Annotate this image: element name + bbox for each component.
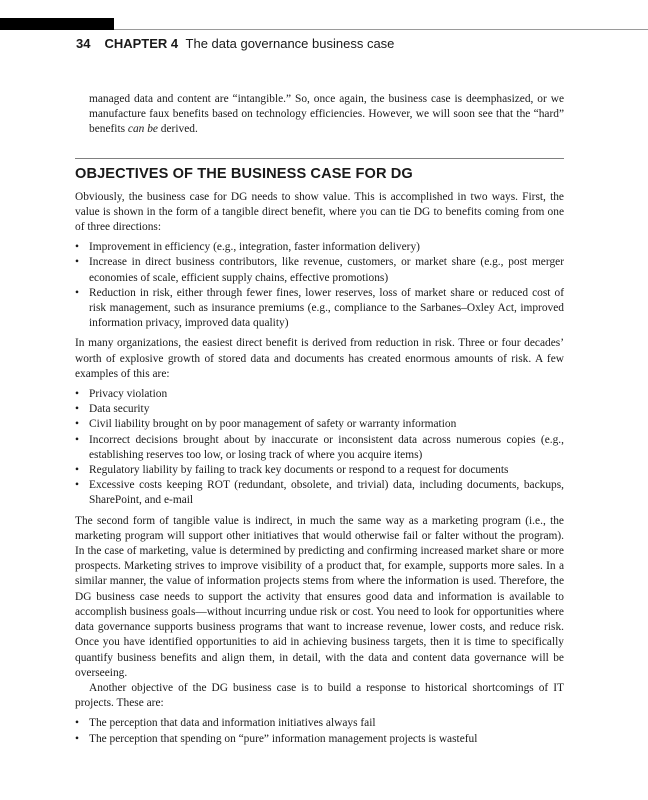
list-item: • The perception that data and information initiatives always fail: [75, 716, 564, 731]
paragraph-shortcomings: Another objective of the DG business case is to build a response to historical shortcomings of IT projects. These are:: [75, 681, 564, 710]
intro-italic: can be: [127, 123, 158, 136]
chapter-title: The data governance business case: [185, 36, 395, 51]
chapter-label: CHAPTER 4: [104, 36, 179, 51]
intro-text-start: managed data and content are “intangible.” So, once again, the business case is deemphasized, or we manufacture faux benefits based on technology efficiencies. However, we will soon see that the “hard” benefits: [89, 93, 564, 136]
list-item: • Civil liability brought on by poor management of safety or warranty information: [75, 417, 564, 432]
paragraph-indirect-value: The second form of tangible value is indirect, in much the same way as a marketing program (i.e., the marketing program will support other initiatives that would otherwise fail or falter without the program). In the case of marketing, value is determined by predicting and confirming increased market share or more prospects. Marketing strives to improve visibility of a product that, for example, supports more sales. In a similar manner, the value of information projects stems from where the information is used. Therefore, the DG business case needs to support the activity that ensures good data and information is available to accomplish business goals—without incurring undue risk or cost. You need to look for opportunities where data governance supports business programs that want to increase revenue, lower costs, and reduce risk. Once you have identified opportunities to aid in achieving business targets, then it is time to specifically quantify business benefits and align them, in detail, with the data and content data governance will be overseeing.: [75, 514, 564, 679]
risk-examples-list: [75, 387, 564, 509]
shortcomings-list: [75, 716, 564, 746]
paragraph-value-directions: Obviously, the business case for DG needs to show value. This is accomplished in two ways. First, the value is shown in the form of a tangible direct benefit, where you can tie DG to benefits coming from one of three directions:: [75, 190, 564, 234]
intro-text-end: derived.: [157, 123, 198, 136]
page-body: [75, 92, 564, 752]
list-item: • Incorrect decisions brought about by inaccurate or inconsistent data across numerous copies (e.g., establishing reserves too low, or losing track of where you acquire items): [75, 433, 564, 463]
paragraph-risk: In many organizations, the easiest direct benefit is derived from reduction in risk. Three or four decades’ worth of explosive growth of stored data and documents has created enormous amounts of risk. A few examples of this are:: [75, 337, 564, 380]
list-item: • Excessive costs keeping ROT (redundant, obsolete, and trivial) data, including documents, backups, SharePoint, and e-mail: [75, 478, 564, 508]
running-head: [76, 36, 394, 51]
page-number: 34: [76, 36, 91, 51]
list-item: • Reduction in risk, either through fewer fines, lower reserves, loss of market share or reduced cost of risk management, such as insurance premiums (e.g., compliance to the Sarbanes–Oxley Act, improved information privacy, improved data quality): [75, 286, 564, 332]
list-item: • Improvement in efficiency (e.g., integration, faster information delivery): [75, 240, 564, 255]
list-item: • Regulatory liability by failing to track key documents or respond to a request for documents: [75, 463, 564, 478]
intro-paragraph: [75, 92, 564, 138]
list-item: • Increase in direct business contributors, like revenue, customers, or market share (e.g., post merger economies of scale, efficient supply chains, effective promotions): [75, 255, 564, 285]
header-black-bar: [0, 18, 114, 30]
section-divider: [75, 158, 564, 159]
header-rule: [114, 29, 648, 30]
list-item: • The perception that spending on “pure” information management projects is wasteful: [75, 732, 564, 747]
list-item: • Privacy violation: [75, 387, 564, 402]
list-item: • Data security: [75, 402, 564, 417]
section-heading: OBJECTIVES OF THE BUSINESS CASE FOR DG: [75, 165, 413, 182]
directions-list: [75, 240, 564, 331]
